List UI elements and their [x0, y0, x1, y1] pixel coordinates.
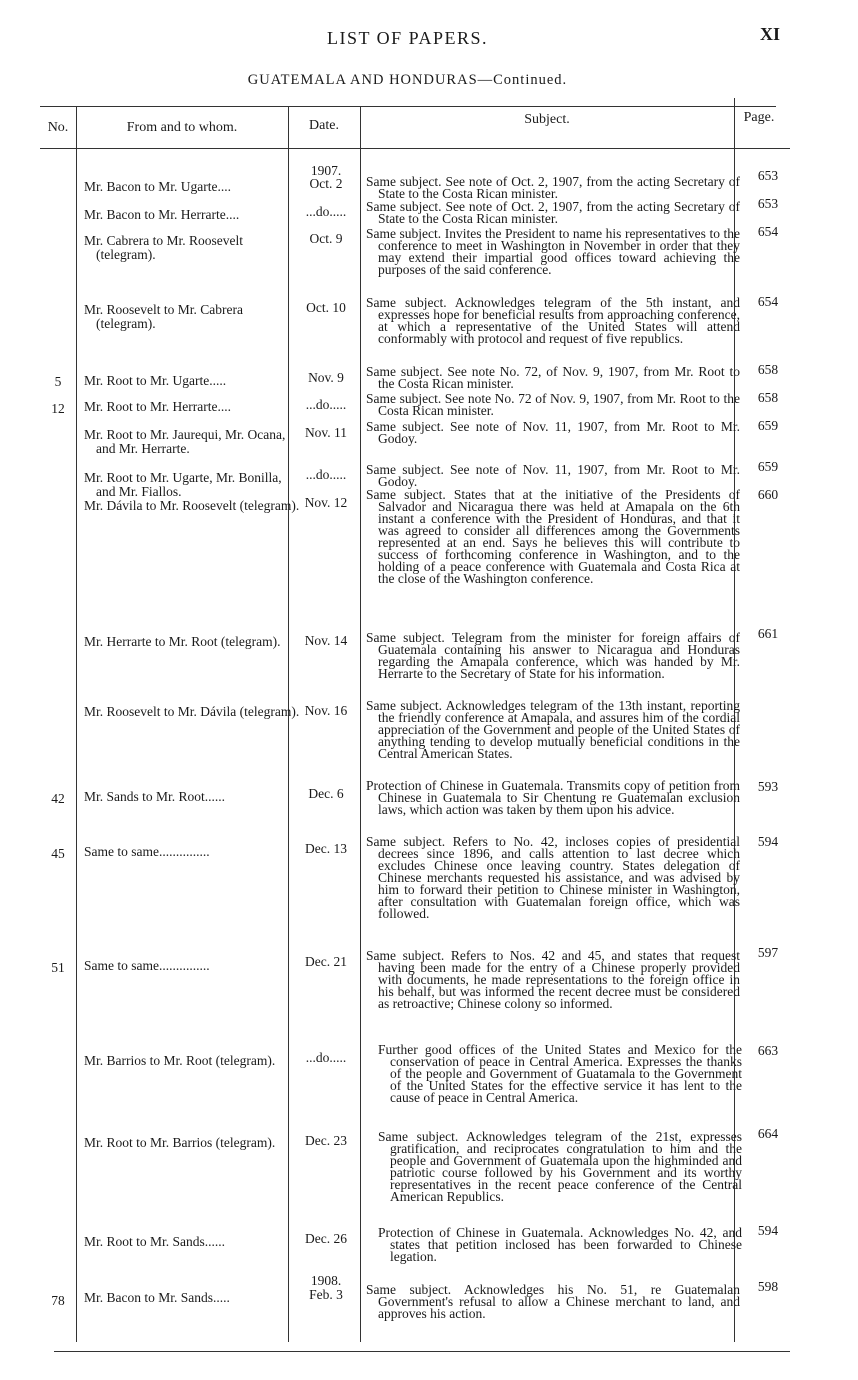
column-divider [360, 106, 361, 1342]
row-from: Mr. Root to Mr. Ugarte, Mr. Bonilla, and Mr. Fiallos. [84, 470, 282, 499]
row-from: Mr. Bacon to Mr. Sands..... [84, 1290, 230, 1305]
col-header-from: From and to whom. [126, 120, 238, 135]
col-header-subject: Subject. [524, 112, 570, 127]
row-page: 653 [757, 168, 779, 183]
row-date: ...do..... [305, 204, 347, 219]
row-date: Nov. 14 [304, 633, 348, 648]
row-subject: Same subject. Refers to No. 42, incloses copies of presidential decrees since 1896, and calls attention to last decree which excludes Chinese once leaving country. States delegation of Chinese merchants requested his assistance, and was advised by him to forward their petition to Chinese minister in Washington, after consultation with Guatemalan foreign office, which was followed. [366, 834, 740, 921]
row-page: 594 [757, 1223, 779, 1238]
row-from: Mr. Sands to Mr. Root...... [84, 789, 226, 804]
row-subject: Same subject. Acknowledges telegram of the 13th instant, reporting the friendly conference at Amapala, and assures him of the cordial appreciation of the Government and people of the United States of anything tending to develop mutually beneficial conditions in the Central American States. [366, 698, 740, 761]
row-from: Mr. Roosevelt to Mr. Cabrera (telegram). [84, 302, 243, 331]
row-subject: Same subject. See note No. 72 of Nov. 9, 1907, from Mr. Root to the Costa Rican minister. [366, 391, 740, 418]
row-date: Oct. 2 [309, 176, 343, 191]
table-top-rule [40, 106, 776, 107]
column-divider [288, 106, 289, 1342]
row-from: Mr. Roosevelt to Mr. Dávila (telegram). [84, 704, 300, 719]
row-from: Mr. Root to Mr. Herrarte.... [84, 399, 231, 414]
row-subject: Protection of Chinese in Guatemala. Acknowledges No. 42, and states that petition inclosed has been forwarded to Chinese legation. [378, 1225, 742, 1264]
row-subject: Same subject. States that at the initiative of the Presidents of Salvador and Nicaragua there was held at Amapala on the 6th instant a conference with the President of Honduras, and that it was agreed to consider all differences among the Governments represented at an end. Says he believes this will contribute to success of forthcoming conference in Washington, and to the holding of a peace conference with Guatemala and Costa Rica at the close of the Washington conference. [366, 487, 740, 586]
row-page: 659 [757, 459, 779, 474]
col-header-no: No. [47, 120, 69, 135]
row-page: 663 [757, 1043, 779, 1058]
row-date: Dec. 26 [305, 1231, 347, 1246]
row-date: ...do..... [305, 1050, 347, 1065]
row-date: Oct. 9 [309, 231, 343, 246]
row-subject: Same subject. See note of Oct. 2, 1907, from the acting Secretary of State to the Costa Rican minister. [366, 174, 740, 201]
row-from: Mr. Root to Mr. Jaurequi, Mr. Ocana, and Mr. Herrarte. [84, 427, 286, 456]
row-from: Mr. Root to Mr. Ugarte..... [84, 373, 227, 388]
row-subject: Same subject. Refers to Nos. 42 and 45, and states that request having been made for the entry of a Chinese properly provided with documents, he made representations to the foreign office in his behalf, but was informed the recent decree must be considered as retroactive; Chinese colony so informed. [366, 948, 740, 1011]
row-from: Mr. Cabrera to Mr. Roosevelt (telegram). [84, 233, 243, 262]
row-page: 594 [757, 834, 779, 849]
row-date: Dec. 6 [308, 786, 344, 801]
row-number: 42 [51, 791, 65, 806]
row-subject: Further good offices of the United States and Mexico for the conservation of peace in Central America. Expresses the thanks of the people and Government of Guatamala to the Government of the United States for the effective service it has lent to the cause of peace in Central America. [378, 1042, 742, 1105]
column-divider [76, 106, 77, 1342]
row-page: 653 [757, 196, 779, 211]
section-title: GUATEMALA AND HONDURAS—Continued. [247, 72, 568, 88]
row-number: 12 [51, 401, 65, 416]
row-subject: Same subject. Acknowledges his No. 51, re Guatemalan Government's refusal to allow a Chinese merchant to land, and approves his action. [366, 1282, 740, 1321]
row-date: Nov. 11 [304, 425, 348, 440]
row-date: Dec. 23 [305, 1133, 347, 1148]
row-date: ...do..... [305, 397, 347, 412]
date-year: 1907. [310, 163, 342, 178]
row-from: Mr. Herrarte to Mr. Root (telegram). [84, 634, 281, 649]
row-subject: Same subject. Invites the President to name his representatives to the conference to meet in Washington in November in order that they may extend their impartial good offices toward achieving the purposes of the said conference. [366, 226, 740, 277]
col-header-page: Page. [743, 110, 775, 125]
row-page: 593 [757, 779, 779, 794]
date-year: 1908. [310, 1273, 342, 1288]
table-bottom-rule [54, 1351, 790, 1352]
row-page: 598 [757, 1279, 779, 1294]
row-page: 660 [757, 487, 779, 502]
row-number: 78 [51, 1293, 65, 1308]
row-date: Nov. 12 [304, 495, 348, 510]
page-title: LIST OF PAPERS. [326, 28, 489, 48]
row-number: 45 [51, 846, 65, 861]
row-date: Feb. 3 [309, 1287, 343, 1302]
row-date: ...do..... [305, 467, 347, 482]
row-number: 5 [54, 374, 62, 389]
row-subject: Same subject. See note of Oct. 2, 1907, from the acting Secretary of State to the Costa Rican minister. [366, 199, 740, 226]
row-page: 654 [757, 294, 779, 309]
row-subject: Same subject. See note No. 72, of Nov. 9, 1907, from Mr. Root to the Costa Rican minister. [366, 364, 740, 391]
row-from: Same to same............... [84, 958, 210, 973]
row-subject: Same subject. Acknowledges telegram of the 5th instant, and expresses hope for beneficial results from approaching conference, at which a representative of the United States will attend conformably with protocol and request of five republics. [366, 295, 740, 346]
row-number: 51 [51, 960, 65, 975]
row-page: 659 [757, 418, 779, 433]
row-page: 597 [757, 945, 779, 960]
row-page: 658 [757, 390, 779, 405]
row-page: 654 [757, 224, 779, 239]
row-subject: Same subject. Acknowledges telegram of the 21st, expresses gratification, and reciprocates congratulation to him and the people and Government of Guatemala upon the highminded and patriotic course followed by his Government and its worthy representatives in the recent peace conference of the Central American Republics. [378, 1129, 742, 1204]
row-from: Mr. Bacon to Mr. Herrarte.... [84, 207, 240, 222]
row-page: 664 [757, 1126, 779, 1141]
row-from: Mr. Root to Mr. Barrios (telegram). [84, 1135, 276, 1150]
row-date: Oct. 10 [306, 300, 346, 315]
row-from: Same to same............... [84, 844, 210, 859]
row-subject: Same subject. See note of Nov. 11, 1907, from Mr. Root to Mr. Godoy. [366, 419, 740, 446]
row-from: Mr. Dávila to Mr. Roosevelt (telegram). [84, 498, 300, 513]
row-date: Dec. 13 [305, 841, 347, 856]
row-page: 661 [757, 626, 779, 641]
row-subject: Same subject. See note of Nov. 11, 1907, from Mr. Root to Mr. Godoy. [366, 462, 740, 489]
row-subject: Protection of Chinese in Guatemala. Transmits copy of petition from Chinese in Guatemala to Sir Chentung re Guatemalan exclusion laws, which action was taken by them upon his advice. [366, 778, 740, 817]
row-from: Mr. Root to Mr. Sands...... [84, 1234, 226, 1249]
row-subject: Same subject. Telegram from the minister for foreign affairs of Guatemala containing his answer to Nicaragua and Honduras regarding the Amapala conference, which was handed by Mr. Herrarte to the Secretary of State for his information. [366, 630, 740, 681]
header-bottom-rule [40, 148, 790, 149]
row-date: Nov. 9 [308, 370, 344, 385]
page-number: XI [759, 24, 780, 44]
row-date: Nov. 16 [304, 703, 348, 718]
row-from: Mr. Bacon to Mr. Ugarte.... [84, 179, 231, 194]
row-from: Mr. Barrios to Mr. Root (telegram). [84, 1053, 276, 1068]
row-page: 658 [757, 362, 779, 377]
col-header-date: Date. [309, 118, 339, 133]
row-date: Dec. 21 [305, 954, 347, 969]
